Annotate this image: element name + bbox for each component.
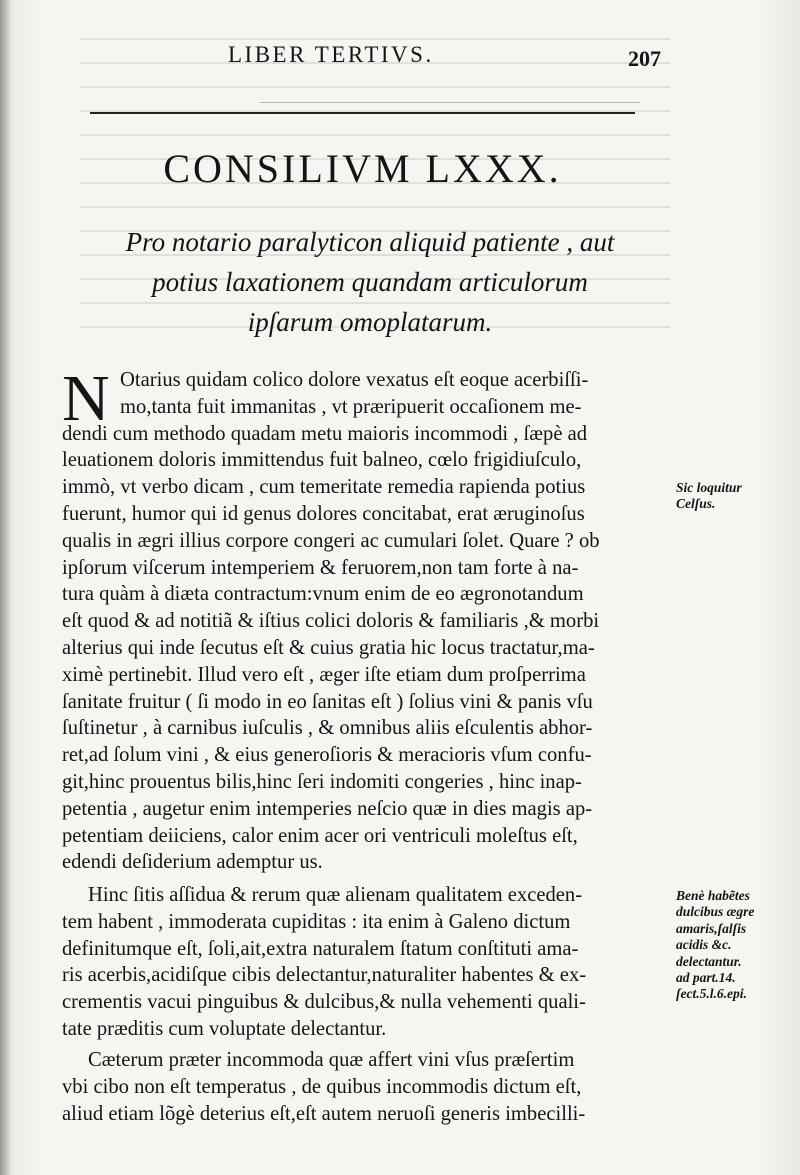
text-line: immò, vt verbo dicam , cum temeritate remedia rapienda potius — [62, 476, 586, 499]
margin-note-line: Sic loquitur — [676, 480, 742, 495]
text-line: Cæterum præter incommoda quæ affert vini vſus præſertim — [88, 1049, 575, 1071]
header-rule — [90, 112, 635, 114]
subtitle-line: Pro notario paralyticon aliquid patiente , aut — [125, 227, 615, 257]
text-line: mo,tanta fuit immanitas , vt præripuerit occaſionem me- — [120, 395, 582, 418]
text-line: alterius qui inde ſecutus eſt & cuius gratia hic locus tractatur,ma- — [62, 636, 595, 659]
text-line: ris acerbis,acidiſque cibis delectantur,naturaliter habentes & ex- — [62, 964, 587, 987]
text-line: dendi cum methodo quadam metu maioris incommodi , ſæpè ad — [62, 422, 588, 445]
text-line: vbi cibo non eſt temperatus , de quibus incommodis dictum eſt, — [62, 1075, 582, 1098]
text-line: Otarius quidam colico dolore vexatus eſt eoque acerbiſſi- — [120, 369, 589, 391]
text-line: tate præditis cum voluptate delectantur. — [62, 1017, 387, 1040]
margin-note-line: ad part.14. — [676, 969, 736, 985]
text-line: petentiam deiiciens, calor enim acer ori ventriculi moleſtus eſt, — [62, 824, 578, 847]
running-head: LIBER TERTIVS. — [228, 42, 434, 67]
text-line: leuationem doloris immittendus fuit balneo, cœlo frigidiuſculo, — [62, 449, 582, 472]
margin-note-line: Benè habẽtes — [676, 888, 750, 903]
text-line: aliud etiam lõgè deterius eſt,eſt autem neruoſi generis imbecilli- — [62, 1102, 586, 1125]
margin-note-celsus — [676, 480, 794, 512]
text-line: ſanitate fruitur ( ſi modo in eo ſanitas eſt ) ſolius vini & panis vſu — [62, 690, 593, 713]
text-line: crementis vacui pinguibus & dulcibus,& nulla vehementi quali- — [62, 991, 586, 1014]
text-line: edendi deſiderium ademptur us. — [62, 851, 323, 874]
page-number: 207 — [628, 46, 661, 71]
margin-note-line: acidis &c. — [676, 937, 732, 953]
text-line: ſuſtinetur , à carnibus iuſculis , & omnibus aliis eſculentis abhor- — [62, 717, 593, 740]
text-line: git,hinc prouentus bilis,hinc ſeri indomiti congeries , hinc inap- — [62, 770, 582, 793]
paragraph-2 — [62, 882, 662, 1043]
subtitle-line: potius laxationem quandam articulorum — [152, 267, 588, 297]
margin-note-line: ſect.5.l.6.epi. — [676, 986, 747, 1002]
text-line: tura quàm à diæta contractum:vnum enim de eo ægronotandum — [62, 583, 584, 606]
margin-note-line: Celſus. — [676, 496, 716, 511]
paragraph-1 — [62, 362, 662, 876]
margin-note-line: dulcibus ægre — [676, 904, 755, 920]
paragraph-3 — [62, 1047, 662, 1127]
text-line: tem habent , immoderata cupiditas : ita enim à Galeno dictum — [62, 910, 571, 933]
margin-note-line: amaris,ſalſis — [676, 920, 747, 936]
chapter-subtitle — [90, 222, 650, 342]
text-line: eſt quod & ad notitiã & iſtius colici doloris & familiaris ,& morbi — [62, 610, 600, 633]
drop-cap: N — [62, 362, 110, 435]
text-line: fuerunt, humor qui id genus dolores concitabat, erat æruginoſus — [62, 502, 585, 525]
margin-note-galen — [676, 888, 794, 1003]
text-line: ret,ad ſolum vini , & eius generoſioris & meracioris vſum confu- — [62, 744, 592, 767]
margin-note-line: delectantur. — [676, 953, 742, 969]
text-line: ipſorum viſcerum intemperiem & feruorem,non tam forte à na- — [62, 556, 579, 579]
text-line: ximè pertinebit. Illud vero eſt , æger iſte etiam dum proſperrima — [62, 663, 586, 686]
subtitle-line: ipſarum omoplatarum. — [247, 307, 493, 337]
text-line: Hinc ſitis aſſidua & rerum quæ alienam qualitatem exceden- — [88, 884, 583, 906]
text-line: petentia , augetur enim intemperies neſcio quæ in dies magis ap- — [62, 797, 593, 820]
text-line: qualis in ægri illius corpore congeri ac cumulari ſolet. Quare ? ob — [62, 529, 600, 552]
chapter-title: CONSILIVM LXXX. — [163, 146, 562, 191]
text-line: definitumque eſt, ſoli,ait,extra naturalem ſtatum conſtituti ama- — [62, 937, 579, 960]
header-faint-rule — [260, 102, 640, 103]
